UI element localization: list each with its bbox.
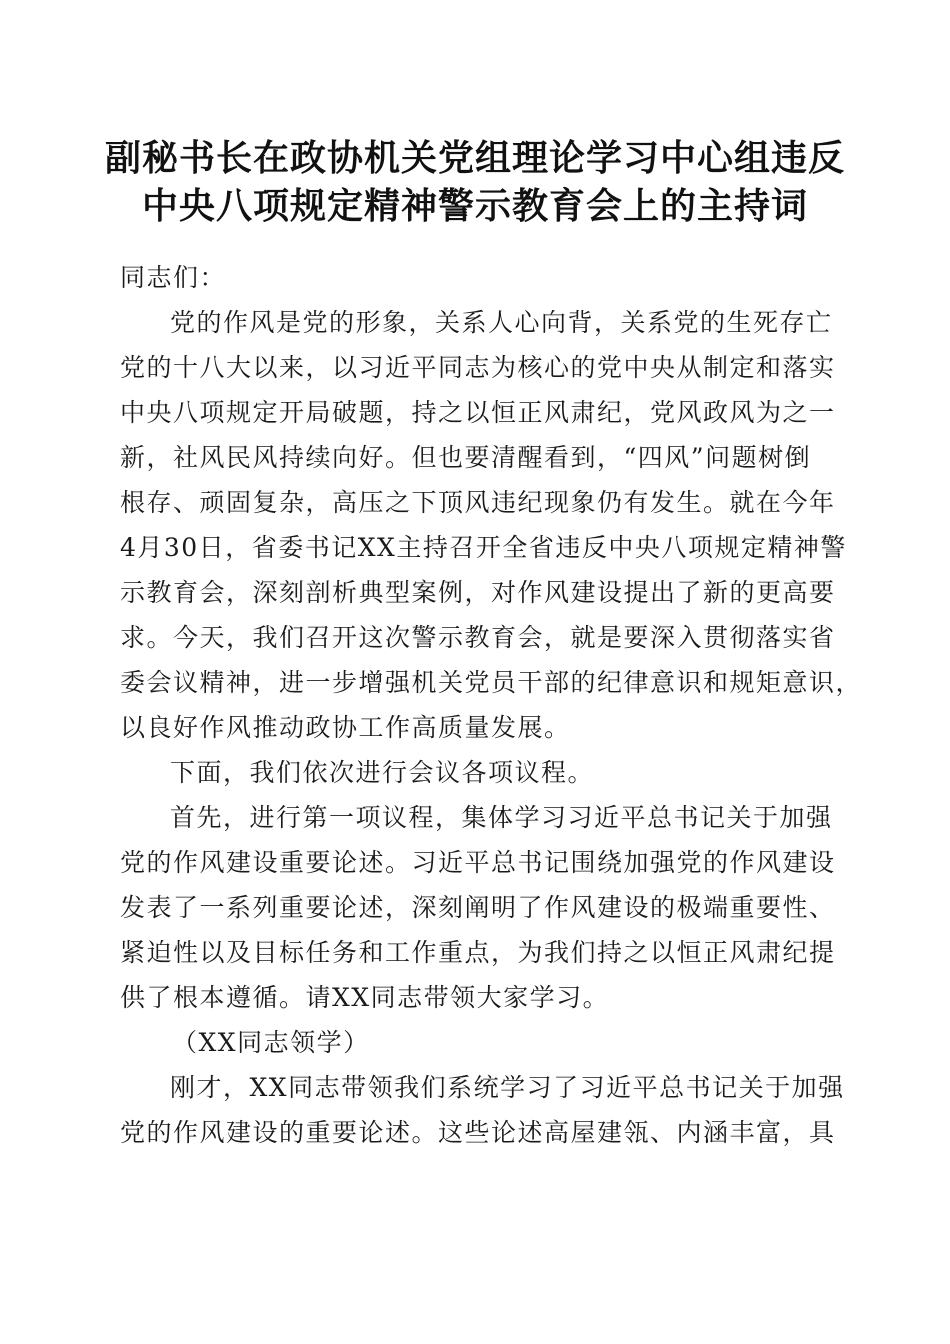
paragraph-line: 刚才，XX同志带领我们系统学习了习近平总书记关于加强 <box>170 1073 845 1102</box>
paragraph-line: 4月30日，省委书记XX主持召开全省违反中央八项规定精神警 <box>120 533 847 562</box>
salutation: 同志们： <box>120 263 227 292</box>
paragraph-line: 根存、顽固复杂，高压之下顶风违纪现象仍有发生。就在今年 <box>120 488 836 517</box>
title-line-1: 副秘书长在政协机关党组理论学习中心组违反 <box>104 137 845 179</box>
title-line-2: 中央八项规定精神警示教育会上的主持词 <box>141 185 808 227</box>
paragraph-line: 党的作风建设的重要论述。这些论述高屋建瓴、内涵丰富，具 <box>120 1118 836 1147</box>
paragraph-line: 新，社风民风持续向好。但也要清醒看到，“四风”问题树倒 <box>120 443 812 472</box>
paragraph-line: 发表了一系列重要论述，深刻阐明了作风建设的极端重要性、 <box>120 893 836 922</box>
paragraph-line: 首先，进行第一项议程，集体学习习近平总书记关于加强 <box>170 803 833 832</box>
paragraph-line: 示教育会，深刻剖析典型案例，对作风建设提出了新的更高要 <box>120 578 836 607</box>
paragraph-line: 求。今天，我们召开这次警示教育会，就是要深入贯彻落实省 <box>120 623 836 652</box>
paragraph-line: 党的作风是党的形象，关系人心向背，关系党的生死存亡 <box>170 308 833 337</box>
paragraph-line: 供了根本遵循。请XX同志带领大家学习。 <box>120 983 610 1012</box>
paragraph-line: 委会议精神，进一步增强机关党员干部的纪律意识和规矩意识， <box>120 668 863 697</box>
paragraph-line: （XX同志领学） <box>172 1028 370 1057</box>
paragraph-line: 以良好作风推动政协工作高质量发展。 <box>120 713 571 742</box>
paragraph-line: 党的十八大以来，以习近平同志为核心的党中央从制定和落实 <box>120 353 836 382</box>
paragraph-line: 下面，我们依次进行会议各项议程。 <box>170 758 595 787</box>
paragraph-line: 中央八项规定开局破题，持之以恒正风肃纪，党风政风为之一 <box>120 398 836 427</box>
paragraph-line: 党的作风建设重要论述。习近平总书记围绕加强党的作风建设 <box>120 848 836 877</box>
document-title <box>100 134 850 230</box>
document-body <box>120 255 863 1155</box>
paragraph-line: 紧迫性以及目标任务和工作重点，为我们持之以恒正风肃纪提 <box>120 938 836 967</box>
